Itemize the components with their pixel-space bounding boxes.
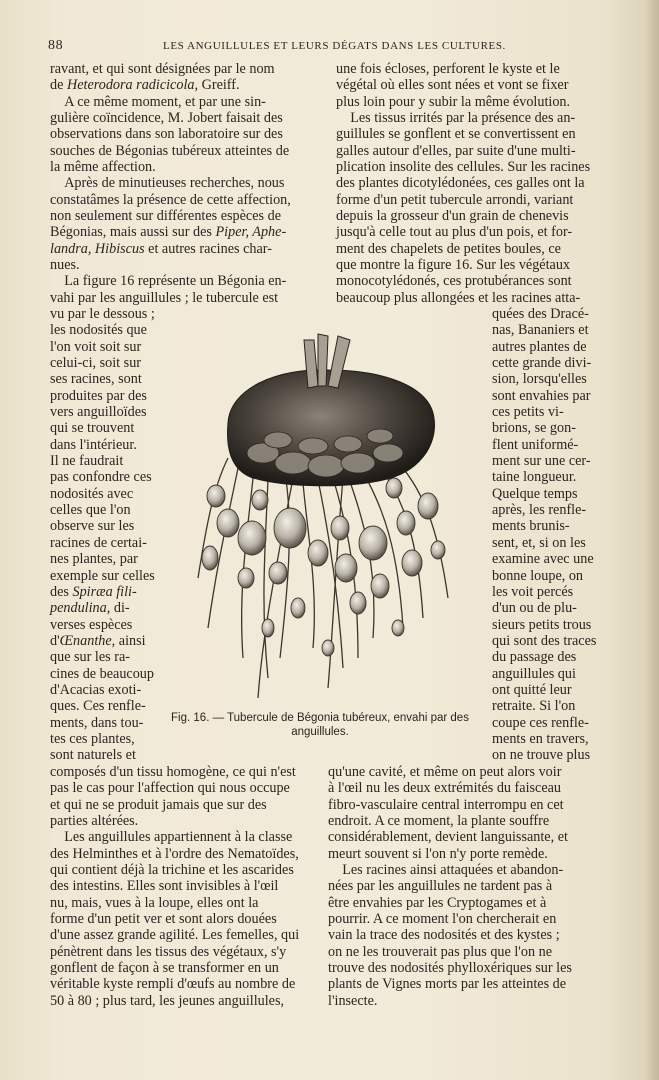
text-line: tes ces plantes, [50,730,135,747]
text-line: forme d'un petit ver et sont alors douées [50,911,277,928]
text-line: sent, et, si on les [492,534,586,551]
right-column-top [336,61,605,306]
text-line: être envahies par les Cryptogames et à [328,894,547,911]
text-line: cines de beaucoup [50,665,154,682]
text-line: on ne les trouverait pas plus que l'on ne [328,943,552,960]
text-line: observations dans son laboratoire sur des [50,126,283,143]
right-column-bottom [328,764,605,1009]
page-number: 88 [48,38,64,53]
text-line: d'Acacias exoti- [50,681,142,698]
text-line: d'un ou de plu- [492,600,577,617]
text-line: composés d'un tissu homogène, ce qui n'est [50,764,296,780]
right-column-wrap [492,306,605,764]
text-line: nées par les anguillules ne tardent pas à [328,878,553,895]
text-line: nodosités avec [50,485,134,502]
text-line: sont envahies par [492,387,591,404]
text-line: des Helminthes et à l'ordre des Nematoïdes, [50,845,299,862]
text-line: qui contient déjà la trichine et les ascarides [50,862,294,879]
text-line: bonne loupe, on [492,567,584,584]
text-line: qui se trouvent [50,420,135,437]
text-line: plication insolite des cellules. Sur les racines [336,159,591,176]
text-line: on ne trouve plus [492,747,591,764]
text-line: ques. Ces renfle- [50,698,146,715]
text-line: Les tissus irrités par la présence des an- [336,110,576,127]
text-line: que sur les ra- [50,649,130,666]
text-line: ments brunis- [492,518,570,535]
text-line: landra, Hibiscus et autres racines char- [50,240,272,257]
text-line: d'une assez grande agilité. Les femelles, qui [50,927,300,944]
text-line: trouve des nodosités phylloxériques sur les [328,960,572,977]
text-line: plants de Vignes morts par les atteintes de [328,976,567,993]
text-line: Il ne faudrait [50,453,124,470]
text-line: pourrir. A ce moment l'on chercherait en [328,911,557,928]
text-line: Après de minutieuses recherches, nous [50,175,285,192]
text-line: les nodosités que [50,322,147,339]
text-line: qui sont des traces [492,632,597,649]
text-line: anguillules qui [492,665,576,682]
text-line: pendulina, di- [50,600,130,617]
text-line: sion, lorsqu'elles [492,371,587,388]
text-line: racines de certai- [50,534,147,551]
begonia-tuber-engraving [168,328,490,710]
figure-caption: Fig. 16. — Tubercule de Bégonia tubéreux, envahi par des anguillules. [171,712,469,738]
text-line: celui-ci, soit sur [50,355,142,372]
text-line: ces petits vi- [492,404,564,421]
text-line: ont quitté leur [492,681,572,698]
text-line: jusqu'à celle tout au plus d'un pois, et for- [336,224,573,241]
text-line: exemple sur celles [50,567,155,584]
left-column-bottom [50,764,318,1009]
left-column-top [50,61,318,306]
left-column-wrap [50,306,162,764]
text-line: pénètrent dans les tissus des végétaux, s'y [50,943,287,960]
text-line: des plantes dicotylédonées, ces galles ont la [336,175,585,192]
text-line: ravant, et qui sont désignées par le nom [50,61,275,77]
text-line: à l'œil nu les deux extrémités du faisceau [328,780,562,797]
text-line: gulière coïncidence, M. Jobert faisait des [50,110,283,127]
text-line: que montre la figure 16. Sur les végétaux [336,257,571,274]
text-line: meurt souvent si l'on n'y porte remède. [328,845,548,862]
text-line: endroit. A ce moment, la plante souffre [328,813,550,830]
text-line: sont naturels et [50,747,136,764]
text-line: coupe ces renfle- [492,714,589,731]
text-line: Bégonias, mais aussi sur des Piper, Aphe- [50,224,287,241]
text-line: sieurs petits trous [492,616,592,633]
text-line: produites par des [50,387,147,404]
page-edge-shadow [645,0,659,1080]
text-line: des intestins. Elles sont invisibles à l'œil [50,878,279,895]
running-header [48,38,608,54]
text-line: plus loin pour y subir la même évolution. [336,93,571,110]
text-line: verses espèces [50,616,133,633]
text-line: Les anguillules appartiennent à la classe [50,829,293,846]
text-line: depuis la grosseur d'un grain de chenevis [336,208,569,225]
text-line: végétal où elles sont nées et vont se fixer [336,77,569,94]
text-line: La figure 16 représente un Bégonia en- [50,273,287,290]
text-line: ments, dans tou- [50,714,144,731]
text-line: taine longueur. [492,469,577,486]
text-line: nu, mais, vues à la loupe, elles ont la [50,894,259,911]
text-line: retraite. Si l'on [492,698,576,715]
text-line: ses racines, sont [50,371,142,388]
text-line: véritable kyste rempli d'œufs au nombre de [50,976,296,993]
text-line: considérablement, devient languissante, et [328,829,568,846]
text-line: la même affection. [50,159,156,176]
text-line: les voit percés [492,583,574,600]
text-line: des Spiræa fili- [50,583,137,600]
text-line: dans l'intérieur. [50,436,137,453]
text-line: beaucoup plus allongées et les racines atta- [336,289,581,306]
text-line: ment des chapelets de petites boules, ce [336,240,561,257]
text-line: brions, se gon- [492,420,576,437]
text-line: vers anguilloïdes [50,404,147,421]
text-line: parties altérées. [50,813,139,830]
text-line: ments en travers, [492,730,589,747]
text-line: de Heterodora radicicola, Greiff. [50,77,240,94]
begonia-tuber-figure [168,328,490,710]
text-line: l'on voit soit sur [50,338,142,355]
text-line: monocotylédonés, ces protubérances sont [336,273,572,290]
text-line: du passage des [492,649,577,666]
running-title: LES ANGUILLULES ET LEURS DÉGATS DANS LES CULTURES. [163,40,506,52]
text-line: et qui ne se produit jamais que sur des [50,796,267,813]
text-line: autres plantes de [492,338,587,355]
text-line: Quelque temps [492,485,578,502]
text-line: gonflent de façon à se transformer en un [50,960,279,977]
text-line: constatâmes la présence de cette affection, [50,191,291,208]
text-line: vain la trace des nodosités et des kystes ; [328,927,560,944]
text-line: nes plantes, par [50,551,138,568]
text-line: observe sur les [50,518,135,535]
text-line: pas confondre ces [50,469,152,486]
text-line: forme d'un petit tubercule arrondi, variant [336,191,574,208]
text-line: pas le cas pour l'affection qui nous occupe [50,780,290,797]
text-line: Les racines ainsi attaquées et abandon- [328,862,564,879]
text-line: nas, Bananiers et [492,322,589,339]
text-line: examine avec une [492,551,594,568]
text-line: d'Œnanthe, ainsi [50,632,146,649]
text-line: flent uniformé- [492,436,579,453]
text-line: une fois écloses, perforent le kyste et le [336,61,560,77]
text-line: non seulement sur différentes espèces de [50,208,281,225]
text-line: galles autour d'elles, par suite d'une multi- [336,142,576,159]
text-line: fibro-vasculaire central interrompu en cet [328,796,564,813]
text-line: celles que l'on [50,502,131,519]
text-line: cette grande divi- [492,355,592,372]
text-line: nues. [50,257,80,274]
text-line: qu'une cavité, et même on peut alors voir [328,764,562,780]
text-line: souches de Bégonias tubéreux atteintes de [50,142,290,159]
text-line: l'insecte. [328,992,378,1009]
text-line: vahi par les anguillules ; le tubercule est [50,289,279,306]
text-line: vu par le dessous ; [50,306,155,322]
text-line: ment sur une cer- [492,453,591,470]
text-line: après, les renfle- [492,502,587,519]
text-line: 50 à 80 ; plus tard, les jeunes anguillules, [50,992,285,1009]
text-line: guillules se gonflent et se convertissent en [336,126,576,143]
text-line: quées des Dracé- [492,306,589,322]
text-line: A ce même moment, et par une sin- [50,93,266,110]
